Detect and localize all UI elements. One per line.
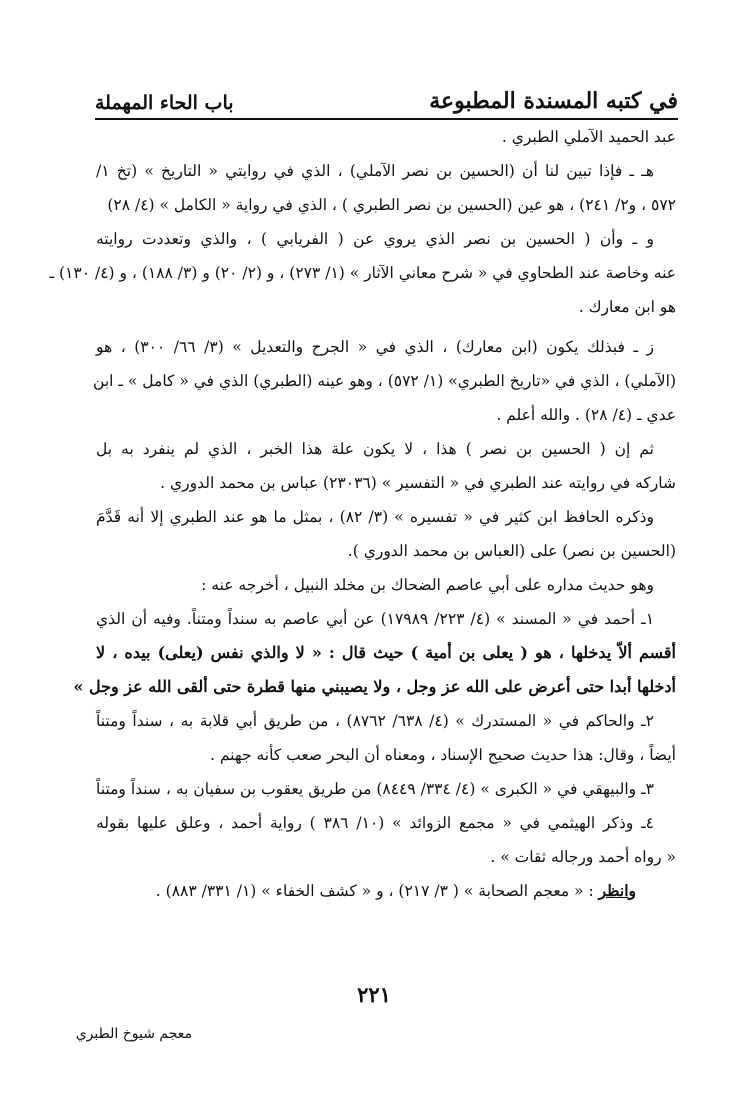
text-line: (الحسين بن نصر) على (العباس بن محمد الدوري ).	[347, 542, 676, 560]
text-line: (الآملي) ، الذي في «تاريخ الطبري» (١/ ٥٧٢) ، وهو عينه (الطبري) الذي في « كامل » ـ ابن	[93, 372, 676, 390]
footer-source-label: معجم شيوخ الطبري	[75, 1026, 192, 1042]
see-also-text: : « معجم الصحابة » ( ٣/ ٢١٧) ، و « كشف الخفاء » (١/ ٣٣١/ ٨٨٣) .	[155, 882, 594, 900]
text-line: ثم إن ( الحسين بن نصر ) هذا ، لا يكون علة هذا الخبر ، الذي لم ينفرد به بل	[96, 440, 654, 458]
text-line: عنه وخاصة عند الطحاوي في « شرح معاني الآثار » (١/ ٢٧٣) ، و (٢/ ٢٠) و (٣/ ١٨٨) ، و (٤/ ١٣٠) ـ	[49, 264, 676, 282]
text-line: « رواه أحمد ورجاله ثقات » .	[490, 848, 676, 866]
text-line: شاركه في روايته عند الطبري في « التفسير » (٢٣٠٣٦) عباس بن محمد الدوري .	[160, 474, 676, 492]
text-line: وهو حديث مداره على أبي عاصم الضحاك بن مخلد النبيل ، أخرجه عنه :	[201, 576, 654, 594]
text-line: ٥٧٢ ، و٢/ ٢٤١) ، هو عين (الحسين بن نصر الطبري ) ، الذي في رواية « الكامل » (٤/ ٢٨)	[107, 196, 676, 214]
text-line: هـ ـ فإذا تبين لنا أن (الحسين بن نصر الآملي) ، الذي في روايتي « التاريخ » (تخ ١/	[96, 162, 654, 180]
text-line: أقسم ألاّ يدخلها ، هو ( يعلى بن أمية ) حيث قال : « لا والذي نفس (يعلى) بيده ، لا	[96, 643, 676, 662]
text-line: و ـ وأن ( الحسين بن نصر الذي يروي عن ( الفريابي ) ، والذي وتعددت روايته	[96, 230, 654, 248]
text-line: وذكره الحافظ ابن كثير في « تفسيره » (٣/ ٨٢) ، بمثل ما هو عند الطبري إلا أنه قَدَّمَ	[96, 508, 654, 526]
text-line: ١ـ أحمد في « المسند » (٤/ ٢٢٣/ ١٧٩٨٩) عن أبي عاصم به سنداً ومتناً. وفيه أن الذي	[96, 610, 655, 628]
text-line: ٢ـ والحاكم في « المستدرك » (٤/ ٦٣٨/ ٨٧٦٢) ، من طريق أبي قلابة به ، سنداً ومتناً	[96, 712, 654, 730]
text-line: ز ـ فبذلك يكون (ابن معارك) ، الذي في « الجرح والتعديل » (٣/ ٦٦/ ٣٠٠) ، هو	[96, 338, 654, 356]
text-line: هو ابن معارك .	[578, 298, 676, 316]
chapter-title: باب الحاء المهملة	[95, 92, 234, 114]
see-also-line	[96, 874, 676, 908]
see-also-label: وانظر	[598, 881, 636, 900]
page-header	[95, 74, 678, 114]
text-line: ٣ـ والبيهقي في « الكبرى » (٤/ ٣٣٤/ ٨٤٤٩) من طريق يعقوب بن سفيان به ، سنداً ومتناً	[96, 780, 654, 798]
text-line: ٤ـ وذكر الهيثمي في « مجمع الزوائد » (١٠/ ٣٨٦ ) رواية أحمد ، وعلق عليها بقوله	[96, 814, 654, 832]
book-title: في كتبه المسندة المطبوعة	[429, 88, 678, 114]
text-line: أدخلها أبدا حتى أعرض على الله عز وجل ، ولا يصيبني منها قطرة حتى ألقى الله عز وجل »	[73, 677, 676, 696]
text-line: أيضاً ، وقال: هذا حديث صحيح الإسناد ، ومعناه أن البحر صعب كأنه جهنم .	[210, 746, 676, 764]
text-line: عبد الحميد الآملي الطبري .	[501, 128, 676, 146]
text-line: عدي ـ (٤/ ٢٨) . والله أعلم .	[496, 406, 676, 424]
page-number: ٢٢١	[357, 982, 391, 1007]
page-body	[49, 120, 676, 908]
